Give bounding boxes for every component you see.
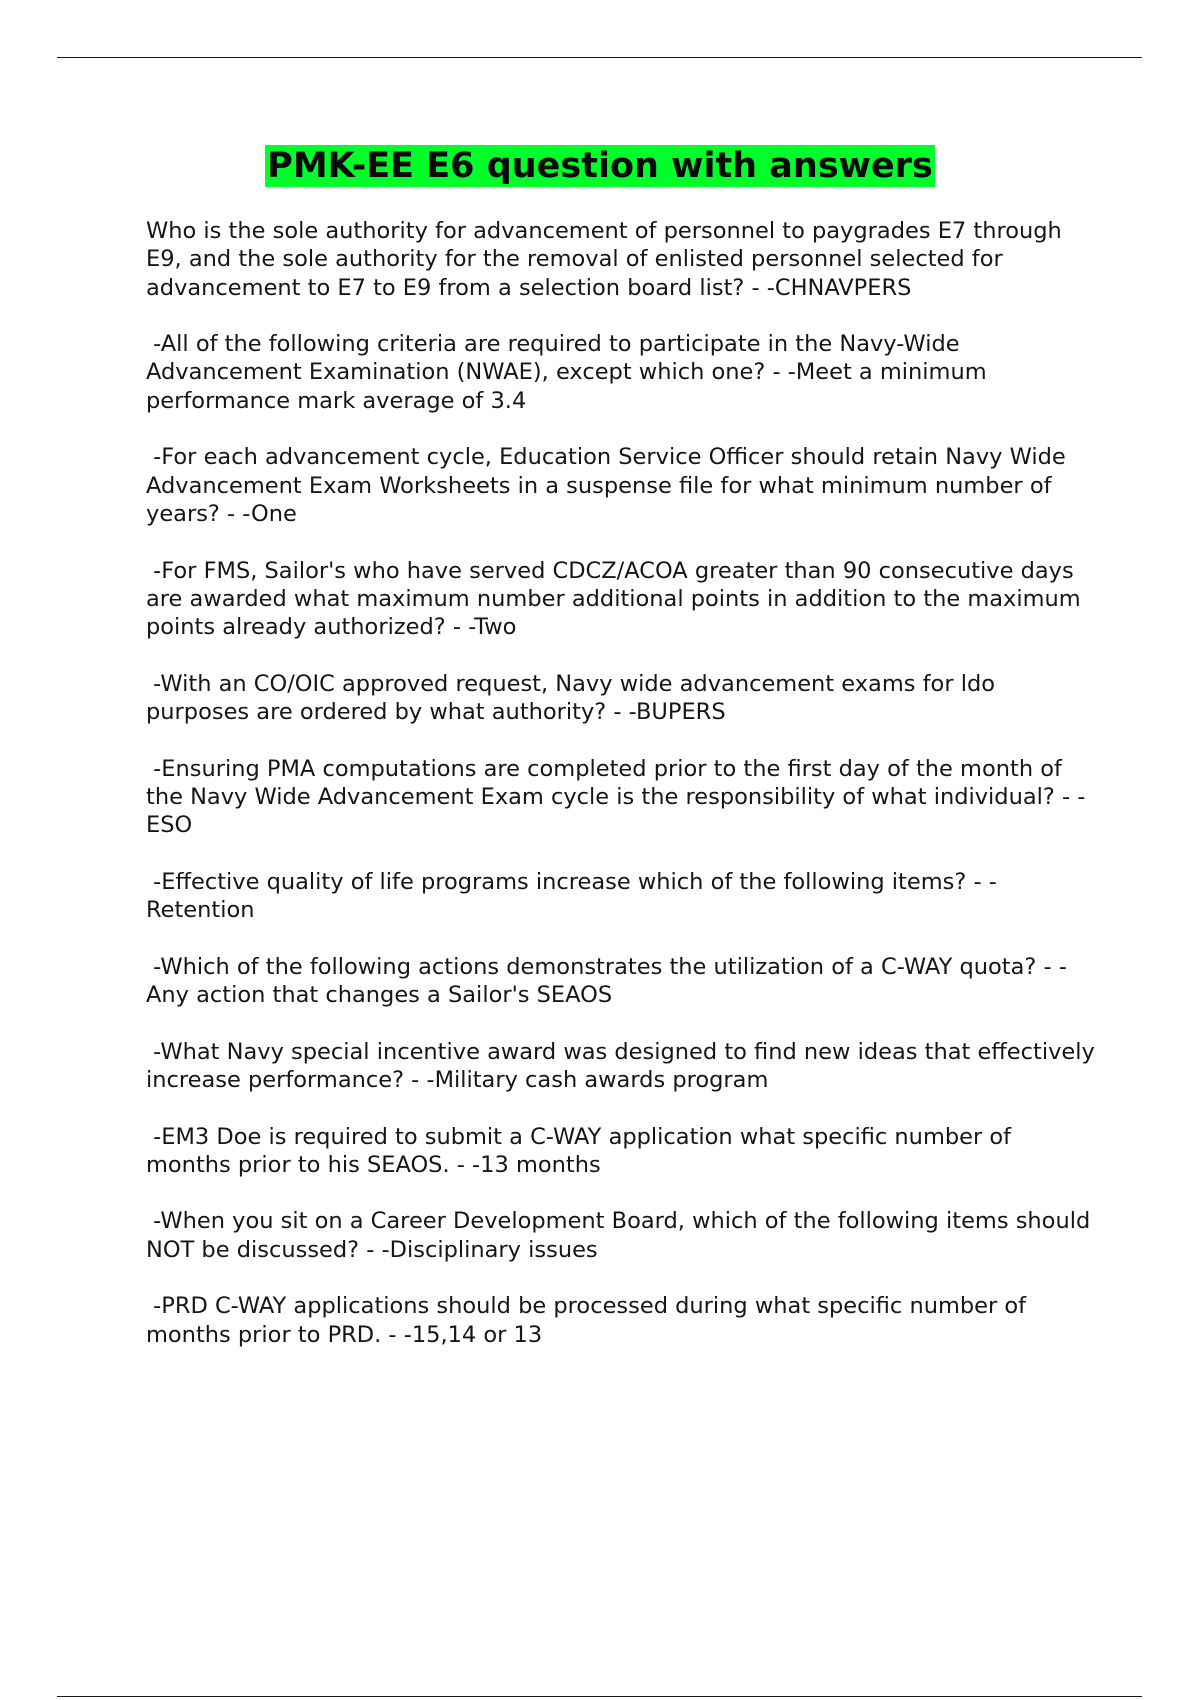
qa-item: -For FMS, Sailor's who have served CDCZ/ACOA greater than 90 consecutive days are awarded what maximum number additional points in addition to the maximum points already authorized? - -Two: [146, 557, 1088, 641]
qa-item: -For each advancement cycle, Education Service Officer should retain Navy Wide Advancement Exam Worksheets in a suspense file for what minimum number of years? - -One: [146, 444, 1073, 527]
qa-item: -When you sit on a Career Development Board, which of the following items should NOT be discussed? - -Disciplinary issues: [146, 1208, 1098, 1263]
qa-item: -Ensuring PMA computations are completed prior to the first day of the month of the Navy Wide Advancement Exam cycle is the responsibility of what individual? - -ESO: [146, 755, 1086, 839]
top-rule: [57, 57, 1142, 58]
qa-item: -All of the following criteria are required to participate in the Navy-Wide Advancement Examination (NWAE), except which one? - -Meet a minimum performance mark average of 3.4: [146, 331, 994, 414]
qa-item: -What Navy special incentive award was designed to find new ideas that effectively increase performance? - -Military cash awards program: [146, 1038, 1102, 1093]
qa-item: -EM3 Doe is required to submit a C-WAY application what specific number of months prior to his SEAOS. - -13 months: [146, 1123, 1019, 1178]
title-container: [0, 145, 1200, 187]
qa-item: -Effective quality of life programs increase which of the following items? - -Retention: [146, 868, 997, 924]
qa-item: -With an CO/OIC approved request, Navy wide advancement exams for ldo purposes are ordered by what authority? - -BUPERS: [146, 670, 1003, 726]
document-title: PMK-EE E6 question with answers: [267, 146, 933, 186]
bottom-rule: [57, 1696, 1142, 1697]
qa-item: Who is the sole authority for advancement of personnel to paygrades E7 through E9, and the sole authority for the removal of enlisted personnel selected for advancement to E7 to E9 from a selection board list? - -CHNAVPERS: [146, 218, 1069, 301]
qa-item: -Which of the following actions demonstrates the utilization of a C-WAY quota? - -Any action that changes a Sailor's SEAOS: [146, 953, 1067, 1009]
qa-item: -PRD C-WAY applications should be processed during what specific number of months prior to PRD. - -15,14 or 13: [146, 1293, 1034, 1348]
qa-list: [146, 217, 1102, 1377]
